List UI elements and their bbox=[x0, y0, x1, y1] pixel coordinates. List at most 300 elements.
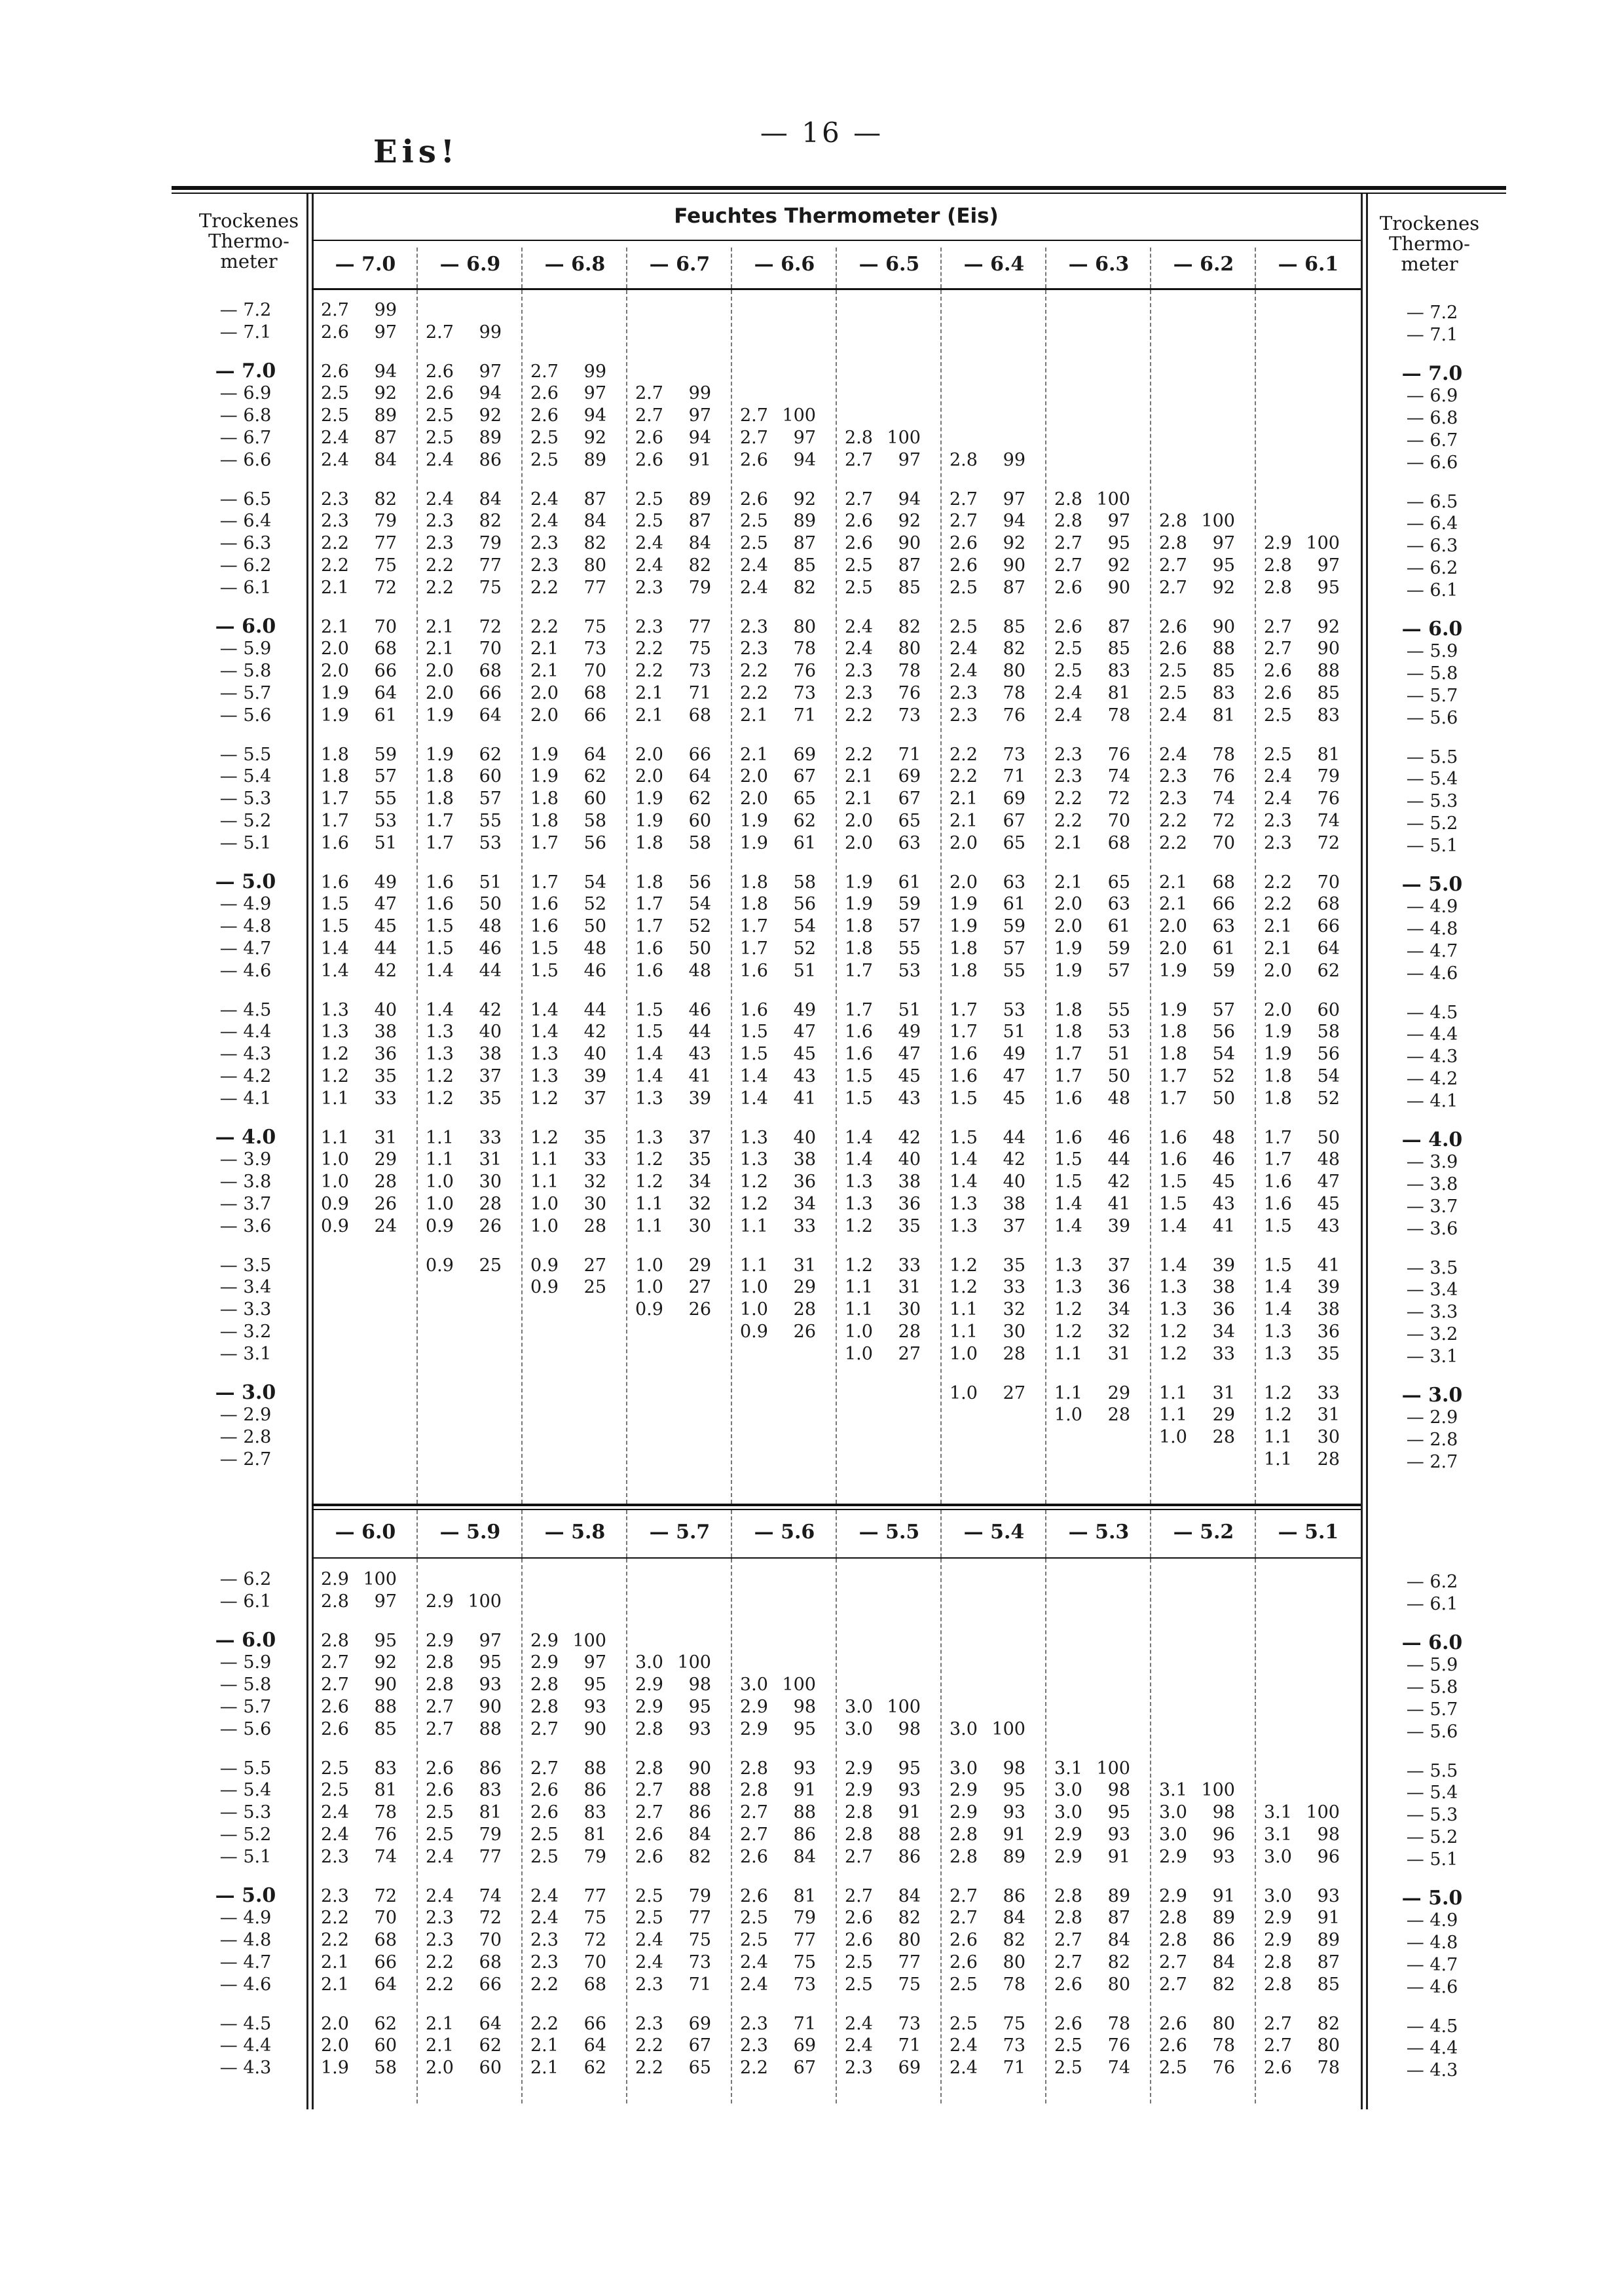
vapor-pressure-value: 2.4 bbox=[635, 1930, 663, 1951]
humidity-value: 94 bbox=[1003, 511, 1025, 532]
table-cell bbox=[530, 1780, 606, 1800]
vapor-pressure-value: 2.2 bbox=[1054, 788, 1082, 809]
vapor-pressure-value: 2.2 bbox=[321, 533, 349, 554]
humidity-value: 63 bbox=[1107, 894, 1130, 915]
humidity-value: 40 bbox=[898, 1149, 921, 1170]
vapor-pressure-value: 1.2 bbox=[1159, 1322, 1187, 1342]
table-cell bbox=[635, 428, 711, 448]
vapor-pressure-value: 2.5 bbox=[321, 1758, 349, 1779]
table-cell bbox=[1159, 1088, 1235, 1109]
table-cell bbox=[740, 961, 816, 981]
table-cell bbox=[950, 533, 1025, 553]
row-label-right: — 5.1 bbox=[1406, 835, 1458, 856]
table-cell bbox=[1264, 617, 1340, 637]
table-cell bbox=[426, 1044, 502, 1064]
humidity-value: 81 bbox=[374, 1780, 397, 1801]
table-cell bbox=[740, 1952, 816, 1972]
vapor-pressure-value: 1.8 bbox=[1264, 1066, 1292, 1086]
table-cell bbox=[740, 639, 816, 659]
table-cell bbox=[635, 894, 711, 914]
column-separator bbox=[731, 1559, 732, 2103]
humidity-value: 94 bbox=[793, 449, 816, 470]
vapor-pressure-value: 2.9 bbox=[426, 1591, 454, 1612]
table-cell bbox=[740, 745, 816, 765]
humidity-value: 76 bbox=[1003, 705, 1025, 726]
humidity-value: 44 bbox=[583, 999, 606, 1020]
humidity-value: 81 bbox=[793, 1885, 816, 1906]
column-header: — 5.1 bbox=[1278, 1521, 1339, 1544]
table-cell bbox=[950, 1719, 1025, 1739]
left-side-header bbox=[193, 211, 304, 272]
humidity-value: 90 bbox=[688, 1758, 711, 1779]
humidity-value: 34 bbox=[688, 1172, 711, 1193]
table-cell bbox=[635, 511, 711, 531]
humidity-value: 68 bbox=[583, 1974, 606, 1995]
table-cell bbox=[1159, 745, 1235, 765]
vapor-pressure-value: 2.0 bbox=[1159, 916, 1187, 937]
table-cell bbox=[740, 1000, 816, 1020]
row-label-left: — 5.4 bbox=[219, 766, 272, 787]
row-label-left: — 3.0 bbox=[215, 1380, 276, 1404]
vapor-pressure-value: 2.1 bbox=[530, 639, 559, 659]
vapor-pressure-value: 1.0 bbox=[530, 1194, 559, 1214]
table-cell bbox=[1054, 683, 1130, 703]
humidity-value: 89 bbox=[1107, 1885, 1130, 1906]
vapor-pressure-value: 2.9 bbox=[950, 1780, 978, 1801]
row-label-left: — 6.3 bbox=[219, 533, 272, 554]
humidity-value: 66 bbox=[1317, 916, 1340, 937]
table-cell bbox=[1264, 2035, 1340, 2056]
table-cell bbox=[1159, 555, 1235, 576]
humidity-value: 95 bbox=[374, 1630, 397, 1651]
vapor-pressure-value: 1.1 bbox=[635, 1215, 663, 1236]
humidity-value: 37 bbox=[688, 1127, 711, 1148]
vapor-pressure-value: 1.7 bbox=[950, 999, 978, 1020]
table-cell bbox=[950, 1088, 1025, 1109]
humidity-value: 88 bbox=[374, 1697, 397, 1717]
table-cell bbox=[1159, 705, 1235, 726]
vapor-pressure-value: 1.8 bbox=[635, 832, 663, 853]
vapor-pressure-value: 2.7 bbox=[1054, 533, 1082, 554]
humidity-value: 100 bbox=[677, 1652, 711, 1673]
humidity-value: 60 bbox=[479, 2058, 502, 2079]
table-cell bbox=[426, 766, 502, 787]
table-cell bbox=[635, 1194, 711, 1214]
humidity-value: 89 bbox=[583, 449, 606, 470]
vapor-pressure-value: 1.4 bbox=[635, 1066, 663, 1086]
humidity-value: 77 bbox=[793, 1930, 816, 1951]
vapor-pressure-value: 2.6 bbox=[426, 1780, 454, 1801]
vapor-pressure-value: 3.0 bbox=[1054, 1780, 1082, 1801]
table-cell bbox=[321, 705, 397, 726]
humidity-value: 93 bbox=[898, 1780, 921, 1801]
humidity-value: 70 bbox=[1317, 872, 1340, 893]
vapor-pressure-value: 2.6 bbox=[1264, 2058, 1292, 2079]
humidity-value: 43 bbox=[898, 1088, 921, 1109]
humidity-value: 35 bbox=[479, 1088, 502, 1109]
vapor-pressure-value: 2.4 bbox=[1054, 705, 1082, 726]
vapor-pressure-value: 2.6 bbox=[1264, 661, 1292, 682]
humidity-value: 82 bbox=[1317, 2013, 1340, 2034]
vapor-pressure-value: 2.0 bbox=[530, 683, 559, 703]
table-cell bbox=[530, 1000, 606, 1020]
column-header: — 6.3 bbox=[1068, 253, 1130, 276]
table-cell bbox=[635, 2035, 711, 2056]
table-cell bbox=[635, 533, 711, 553]
vapor-pressure-value: 1.3 bbox=[740, 1149, 768, 1170]
table-cell bbox=[1264, 2014, 1340, 2034]
humidity-value: 83 bbox=[1212, 683, 1235, 703]
table-cell bbox=[321, 1591, 397, 1612]
humidity-value: 73 bbox=[688, 661, 711, 682]
vapor-pressure-value: 2.7 bbox=[740, 428, 768, 448]
vapor-pressure-value: 1.2 bbox=[426, 1088, 454, 1109]
vapor-pressure-value: 1.5 bbox=[1054, 1149, 1082, 1170]
table-cell bbox=[321, 1758, 397, 1779]
vapor-pressure-value: 1.9 bbox=[530, 744, 559, 765]
table-cell bbox=[1159, 833, 1235, 853]
row-label-right: — 5.4 bbox=[1406, 1783, 1458, 1804]
humidity-value: 74 bbox=[374, 1846, 397, 1867]
table-cell bbox=[635, 383, 711, 403]
vapor-pressure-value: 3.0 bbox=[1159, 1824, 1187, 1845]
humidity-value: 35 bbox=[898, 1215, 921, 1236]
table-cell bbox=[950, 788, 1025, 809]
table-cell bbox=[635, 1952, 711, 1972]
table-cell bbox=[635, 1088, 711, 1109]
table-cell bbox=[321, 1908, 397, 1928]
row-label-left: — 4.6 bbox=[219, 1974, 272, 1995]
table-cell bbox=[1054, 1128, 1130, 1148]
humidity-value: 95 bbox=[479, 1652, 502, 1673]
humidity-value: 84 bbox=[1107, 1930, 1130, 1951]
vapor-pressure-value: 1.5 bbox=[740, 1044, 768, 1065]
table-cell bbox=[530, 361, 606, 382]
vapor-pressure-value: 2.0 bbox=[740, 788, 768, 809]
table-cell bbox=[530, 1802, 606, 1823]
table-cell bbox=[530, 1194, 606, 1214]
row-label-right: — 3.1 bbox=[1406, 1346, 1458, 1367]
vapor-pressure-value: 1.4 bbox=[950, 1172, 978, 1193]
table-cell bbox=[321, 1847, 397, 1867]
humidity-value: 90 bbox=[479, 1697, 502, 1717]
table-cell bbox=[321, 1697, 397, 1717]
table-cell bbox=[1159, 961, 1235, 981]
humidity-value: 36 bbox=[1107, 1277, 1130, 1298]
vapor-pressure-value: 2.2 bbox=[530, 577, 559, 598]
humidity-value: 98 bbox=[1107, 1780, 1130, 1801]
table-cell bbox=[635, 1022, 711, 1042]
vapor-pressure-value: 2.4 bbox=[740, 1974, 768, 1995]
vapor-pressure-value: 1.5 bbox=[321, 894, 349, 915]
humidity-value: 27 bbox=[583, 1255, 606, 1276]
vapor-pressure-value: 2.3 bbox=[530, 533, 559, 554]
row-label-left: — 4.8 bbox=[219, 1930, 272, 1951]
humidity-value: 28 bbox=[479, 1194, 502, 1214]
vapor-pressure-value: 2.8 bbox=[845, 1824, 873, 1845]
vapor-pressure-value: 2.4 bbox=[845, 2013, 873, 2034]
humidity-value: 76 bbox=[1107, 2035, 1130, 2056]
vapor-pressure-value: 2.4 bbox=[950, 2058, 978, 2079]
table-cell bbox=[1054, 533, 1130, 553]
row-label-right: — 5.2 bbox=[1406, 813, 1458, 834]
humidity-value: 94 bbox=[479, 383, 502, 404]
vapor-pressure-value: 2.2 bbox=[321, 1908, 349, 1929]
humidity-value: 49 bbox=[793, 999, 816, 1020]
humidity-value: 99 bbox=[479, 322, 502, 343]
humidity-value: 52 bbox=[793, 938, 816, 959]
humidity-value: 100 bbox=[1201, 1780, 1235, 1801]
table-cell bbox=[740, 894, 816, 914]
humidity-value: 93 bbox=[688, 1718, 711, 1739]
vapor-pressure-value: 1.3 bbox=[1054, 1255, 1082, 1276]
table-cell bbox=[426, 894, 502, 914]
column-separator bbox=[416, 290, 418, 1504]
table-cell bbox=[426, 2035, 502, 2056]
table-cell bbox=[1159, 683, 1235, 703]
vapor-pressure-value: 2.5 bbox=[321, 1780, 349, 1801]
vapor-pressure-value: 1.8 bbox=[426, 788, 454, 809]
humidity-value: 85 bbox=[1107, 639, 1130, 659]
table-cell bbox=[426, 683, 502, 703]
humidity-value: 78 bbox=[1107, 705, 1130, 726]
column-separator bbox=[521, 290, 523, 1504]
humidity-value: 65 bbox=[1003, 832, 1025, 853]
vapor-pressure-value: 2.4 bbox=[530, 1885, 559, 1906]
row-label-right: — 7.0 bbox=[1401, 361, 1463, 385]
humidity-value: 71 bbox=[793, 2013, 816, 2034]
table-cell bbox=[845, 1697, 921, 1717]
humidity-value: 65 bbox=[793, 788, 816, 809]
humidity-value: 97 bbox=[583, 1652, 606, 1673]
humidity-value: 25 bbox=[583, 1277, 606, 1298]
table-cell bbox=[426, 1652, 502, 1673]
table-cell bbox=[1264, 961, 1340, 981]
column-header: — 5.5 bbox=[858, 1521, 920, 1544]
row-label-right: — 3.7 bbox=[1406, 1196, 1458, 1217]
table-cell bbox=[740, 705, 816, 726]
humidity-value: 48 bbox=[583, 938, 606, 959]
table-cell bbox=[950, 811, 1025, 831]
vapor-pressure-value: 2.3 bbox=[635, 616, 663, 637]
humidity-value: 63 bbox=[898, 832, 921, 853]
table-cell bbox=[1159, 1802, 1235, 1823]
humidity-value: 95 bbox=[1107, 1802, 1130, 1823]
table-cell bbox=[426, 916, 502, 936]
humidity-value: 77 bbox=[374, 533, 397, 554]
vapor-pressure-value: 2.5 bbox=[530, 449, 559, 470]
vapor-pressure-value: 2.1 bbox=[740, 705, 768, 726]
vapor-pressure-value: 2.3 bbox=[530, 1952, 559, 1972]
table-cell bbox=[321, 2014, 397, 2034]
row-label-left: — 3.7 bbox=[219, 1194, 272, 1214]
humidity-value: 95 bbox=[1212, 555, 1235, 576]
column-separator bbox=[416, 1559, 418, 2103]
vapor-pressure-value: 1.2 bbox=[740, 1172, 768, 1193]
humidity-value: 40 bbox=[374, 999, 397, 1020]
vapor-pressure-value: 3.0 bbox=[1264, 1846, 1292, 1867]
vapor-pressure-value: 2.2 bbox=[740, 683, 768, 703]
vapor-pressure-value: 2.6 bbox=[740, 489, 768, 509]
vapor-pressure-value: 1.3 bbox=[426, 1022, 454, 1043]
vapor-pressure-value: 2.8 bbox=[845, 1802, 873, 1823]
vapor-pressure-value: 2.4 bbox=[950, 661, 978, 682]
table-cell bbox=[1054, 1255, 1130, 1276]
humidity-value: 29 bbox=[1212, 1405, 1235, 1426]
vapor-pressure-value: 2.6 bbox=[321, 1697, 349, 1717]
humidity-value: 97 bbox=[1003, 489, 1025, 509]
table-cell bbox=[1054, 705, 1130, 726]
vapor-pressure-value: 2.7 bbox=[426, 322, 454, 343]
vapor-pressure-value: 1.7 bbox=[635, 916, 663, 937]
humidity-value: 95 bbox=[1317, 577, 1340, 598]
humidity-value: 51 bbox=[1107, 1044, 1130, 1065]
table-cell bbox=[426, 489, 502, 509]
table-cell bbox=[845, 428, 921, 448]
table-cell bbox=[1054, 1066, 1130, 1086]
humidity-value: 50 bbox=[1317, 1127, 1340, 1148]
vapor-pressure-value: 2.4 bbox=[635, 555, 663, 576]
vapor-pressure-value: 1.4 bbox=[321, 960, 349, 981]
vapor-pressure-value: 2.3 bbox=[740, 639, 768, 659]
humidity-value: 43 bbox=[688, 1044, 711, 1065]
humidity-value: 57 bbox=[1212, 999, 1235, 1020]
humidity-value: 66 bbox=[583, 2013, 606, 2034]
humidity-value: 45 bbox=[374, 916, 397, 937]
vapor-pressure-value: 2.7 bbox=[1264, 639, 1292, 659]
vapor-pressure-value: 2.8 bbox=[950, 1824, 978, 1845]
table-cell bbox=[426, 1591, 502, 1612]
vapor-pressure-value: 1.8 bbox=[1159, 1044, 1187, 1065]
humidity-value: 100 bbox=[1096, 489, 1130, 509]
vapor-pressure-value: 1.0 bbox=[845, 1343, 873, 1364]
table-cell bbox=[321, 1194, 397, 1214]
vapor-pressure-value: 1.1 bbox=[1264, 1449, 1292, 1470]
row-label-right: — 4.5 bbox=[1406, 2016, 1458, 2037]
humidity-value: 71 bbox=[898, 2035, 921, 2056]
vapor-pressure-value: 2.8 bbox=[845, 428, 873, 448]
table-cell bbox=[740, 617, 816, 637]
humidity-value: 38 bbox=[374, 1022, 397, 1043]
humidity-value: 66 bbox=[688, 744, 711, 765]
humidity-value: 29 bbox=[374, 1149, 397, 1170]
humidity-value: 85 bbox=[374, 1718, 397, 1739]
humidity-value: 78 bbox=[374, 1802, 397, 1823]
humidity-value: 29 bbox=[793, 1277, 816, 1298]
humidity-value: 43 bbox=[793, 1066, 816, 1086]
row-label-right: — 5.6 bbox=[1406, 1721, 1458, 1742]
vapor-pressure-value: 0.9 bbox=[321, 1215, 349, 1236]
vapor-pressure-value: 3.0 bbox=[1264, 1885, 1292, 1906]
humidity-value: 97 bbox=[898, 449, 921, 470]
vapor-pressure-value: 2.2 bbox=[530, 2013, 559, 2034]
humidity-value: 86 bbox=[688, 1802, 711, 1823]
vapor-pressure-value: 1.6 bbox=[530, 894, 559, 915]
humidity-value: 36 bbox=[1212, 1299, 1235, 1320]
humidity-value: 31 bbox=[1317, 1405, 1340, 1426]
vapor-pressure-value: 1.1 bbox=[950, 1299, 978, 1320]
row-label-right: — 2.8 bbox=[1406, 1430, 1458, 1451]
humidity-value: 89 bbox=[688, 489, 711, 509]
table-cell bbox=[321, 1022, 397, 1042]
row-label-right: — 7.2 bbox=[1406, 303, 1458, 323]
row-label-right: — 5.7 bbox=[1406, 1699, 1458, 1720]
humidity-value: 64 bbox=[688, 766, 711, 787]
table-cell bbox=[950, 2014, 1025, 2034]
vapor-pressure-value: 1.9 bbox=[1159, 999, 1187, 1020]
table-cell bbox=[1264, 1886, 1340, 1906]
humidity-value: 47 bbox=[1317, 1172, 1340, 1193]
vapor-pressure-value: 1.8 bbox=[740, 872, 768, 893]
humidity-value: 32 bbox=[1003, 1299, 1025, 1320]
humidity-value: 88 bbox=[688, 1780, 711, 1801]
table-cell bbox=[950, 1000, 1025, 1020]
humidity-value: 79 bbox=[374, 511, 397, 532]
humidity-value: 52 bbox=[1317, 1088, 1340, 1109]
vapor-pressure-value: 2.0 bbox=[1054, 916, 1082, 937]
table-cell bbox=[845, 833, 921, 853]
vapor-pressure-value: 1.1 bbox=[950, 1322, 978, 1342]
table-cell bbox=[1159, 1344, 1235, 1364]
vapor-pressure-value: 3.0 bbox=[1159, 1802, 1187, 1823]
vapor-pressure-value: 1.3 bbox=[635, 1127, 663, 1148]
table-cell bbox=[530, 1277, 606, 1297]
vapor-pressure-value: 2.7 bbox=[1264, 616, 1292, 637]
table-cell bbox=[1264, 1383, 1340, 1403]
humidity-value: 82 bbox=[793, 577, 816, 598]
table-cell bbox=[426, 1930, 502, 1950]
table-cell bbox=[635, 661, 711, 681]
vapor-pressure-value: 2.8 bbox=[1054, 1885, 1082, 1906]
humidity-value: 86 bbox=[793, 1824, 816, 1845]
row-label-left: — 4.8 bbox=[219, 916, 272, 937]
vapor-pressure-value: 1.7 bbox=[635, 894, 663, 915]
humidity-value: 92 bbox=[1212, 577, 1235, 598]
table-cell bbox=[530, 1149, 606, 1170]
table-cell bbox=[740, 661, 816, 681]
column-header: — 5.6 bbox=[754, 1521, 815, 1544]
vapor-pressure-value: 2.7 bbox=[1054, 1930, 1082, 1951]
humidity-value: 89 bbox=[793, 511, 816, 532]
vapor-pressure-value: 3.0 bbox=[1054, 1802, 1082, 1823]
humidity-value: 42 bbox=[1003, 1149, 1025, 1170]
humidity-value: 41 bbox=[688, 1066, 711, 1086]
vapor-pressure-value: 1.4 bbox=[530, 1022, 559, 1043]
humidity-value: 77 bbox=[479, 1846, 502, 1867]
humidity-value: 75 bbox=[898, 1974, 921, 1995]
humidity-value: 59 bbox=[374, 744, 397, 765]
table-cell bbox=[740, 489, 816, 509]
vapor-pressure-value: 1.7 bbox=[426, 811, 454, 831]
humidity-value: 86 bbox=[479, 449, 502, 470]
vapor-pressure-value: 2.8 bbox=[1159, 1930, 1187, 1951]
vapor-pressure-value: 1.9 bbox=[321, 705, 349, 726]
table-cell bbox=[635, 1149, 711, 1170]
vapor-pressure-value: 1.3 bbox=[740, 1127, 768, 1148]
vapor-pressure-value: 2.4 bbox=[530, 511, 559, 532]
table-cell bbox=[530, 383, 606, 403]
table-cell bbox=[530, 661, 606, 681]
table-cell bbox=[950, 833, 1025, 853]
humidity-value: 82 bbox=[898, 616, 921, 637]
humidity-value: 61 bbox=[793, 832, 816, 853]
humidity-value: 100 bbox=[363, 1569, 397, 1589]
row-label-left: — 2.8 bbox=[219, 1427, 272, 1448]
humidity-value: 75 bbox=[793, 1952, 816, 1972]
vapor-pressure-value: 2.8 bbox=[635, 1758, 663, 1779]
table-cell bbox=[740, 1194, 816, 1214]
vapor-pressure-value: 2.6 bbox=[426, 383, 454, 404]
